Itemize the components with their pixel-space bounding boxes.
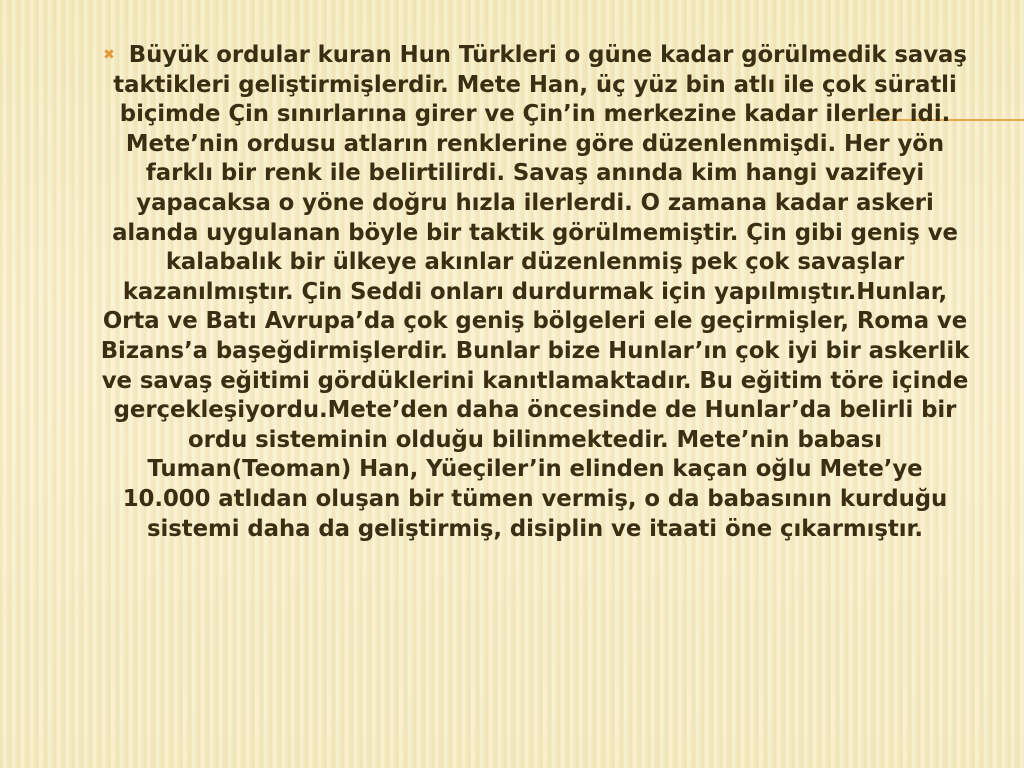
slide-body [100,41,970,544]
x-mark-bullet-icon: ✖ [103,47,115,63]
slide-paragraph: Büyük ordular kuran Hun Türkleri o güne kadar görülmedik savaş taktikleri geliştirmişlerdir. Mete Han, üç yüz bin atlı ile çok süratli biçimde Çin sınırlarına girer ve Çin’in merkezine kadar ilerler idi. Mete’nin ordusu atların renklerine göre düzenlenmişdi. Her yön farklı bir renk ile belirtilirdi. Savaş anında kim hangi vazifeyi yapacaksa o yöne doğru hızla ilerlerdi. O zamana kadar askeri alanda uygulanan böyle bir taktik görülmemiştir. Çin gibi geniş ve kalabalık bir ülkeye akınlar düzenlenmiş pek çok savaşlar kazanılmıştır. Çin Seddi onları durdurmak için yapılmıştır.Hunlar, Orta ve Batı Avrupa’da çok geniş bölgeleri ele geçirmişler, Roma ve Bizans’a başeğdirmişlerdir. Bunlar bize Hunlar’ın çok iyi bir askerlik ve savaş eğitimi gördüklerini kanıtlamaktadır. Bu eğitim töre içinde gerçekleşiyordu.Mete’den daha öncesinde de Hunlar’da belirli bir ordu sisteminin olduğu bilinmektedir. Mete’nin babası Tuman(Teoman) Han, Yüeçiler’in elinden kaçan oğlu Mete’ye 10.000 atlıdan oluşan bir tümen vermiş, o da babasının kurduğu sistemi daha da geliştirmiş, disiplin ve itaati öne çıkarmıştır. [100,42,970,542]
